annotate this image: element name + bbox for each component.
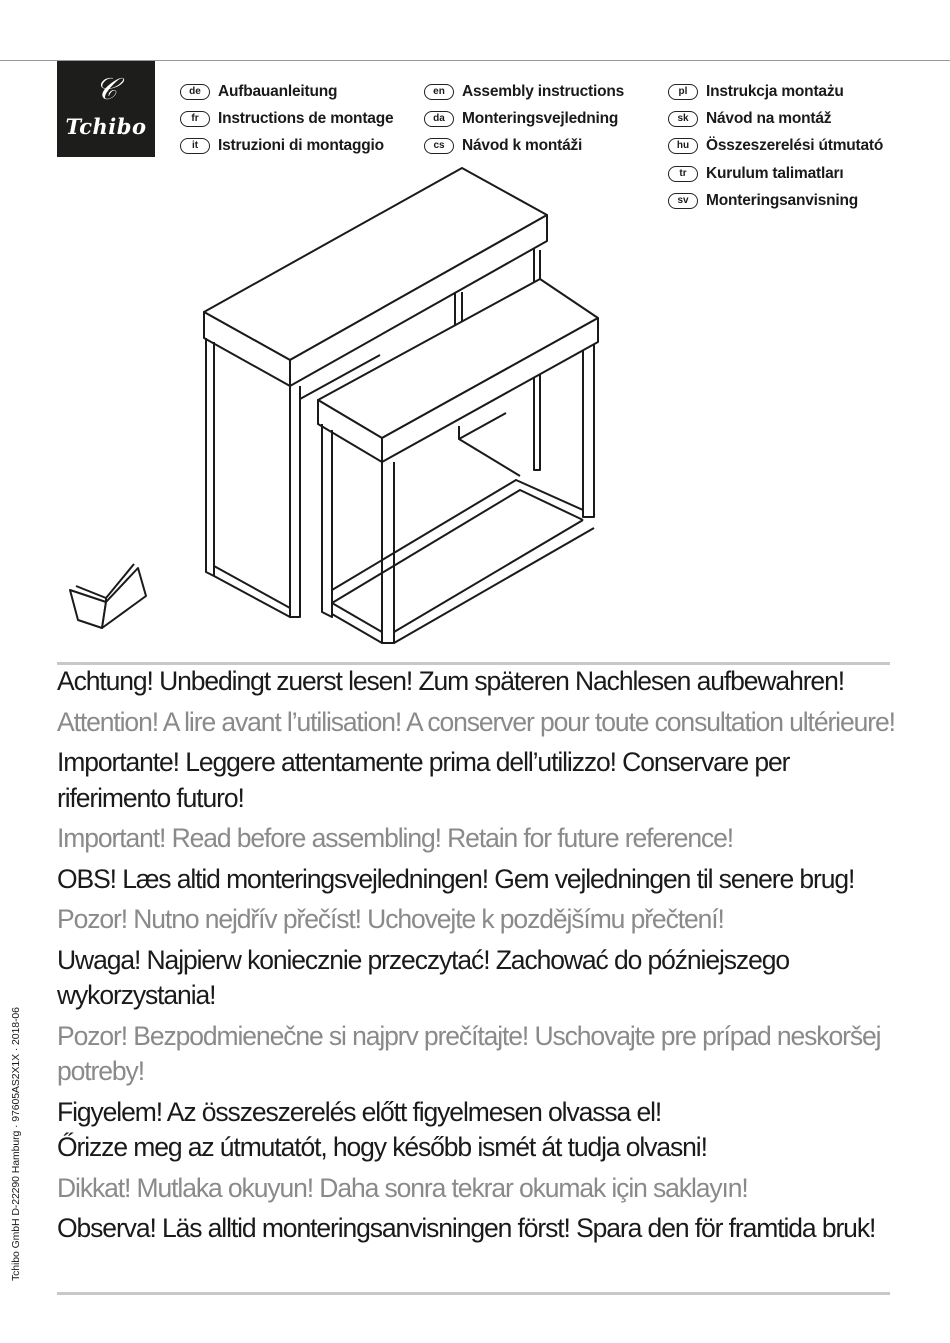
language-row [668,78,883,105]
language-title: Návod k montáži [462,137,583,155]
warning-it: Importante! Leggere attentamente prima dell’utilizzo! Conservare per riferimento futuro! [57,747,790,813]
tchibo-logo-mark: 𝒞 [95,72,117,107]
language-title: Istruzioni di montaggio [218,137,384,155]
language-column-3 [668,78,883,214]
nesting-console-tables-illustration [190,160,610,650]
language-row [668,160,883,187]
language-title: Monteringsvejledning [462,109,619,127]
tchibo-logo [57,61,155,157]
warning-de: Achtung! Unbedingt zuerst lesen! Zum späteren Nachlesen aufbewahren! [57,666,844,696]
safety-warnings [57,664,897,1252]
warning-da: OBS! Læs altid monteringsvejledningen! Gem vejledningen til senere brug! [57,863,855,894]
language-row [424,133,624,160]
divider-bottom [57,1292,890,1295]
language-row [424,78,624,105]
warning-fr: Attention! A lire avant l’utilisation! A conserver pour toute consultation ultérieure! [57,706,895,737]
warning-tr: Dikkat! Mutlaka okuyun! Daha sonra tekrar okumak için saklayın! [57,1172,748,1203]
language-title: Instructions de montage [218,109,394,127]
warning-cs: Pozor! Nutno nejdřív přečíst! Uchovejte k pozdějšímu přečtení! [57,904,724,934]
language-row [424,105,624,132]
language-title: Assembly instructions [462,82,625,100]
language-row [668,133,883,160]
tchibo-logo-name: Tchibo [65,114,147,139]
language-code-badge: tr [668,166,698,182]
warning-en: Important! Read before assembling! Retain for future reference! [57,823,734,853]
language-row [180,133,393,160]
language-column-1 [180,78,393,160]
language-code-badge: hu [668,138,698,154]
language-title: Kurulum talimatları [706,164,844,182]
language-code-badge: sv [668,193,698,209]
language-column-2 [424,78,624,160]
language-title: Aufbauanleitung [218,82,338,100]
warning-sk: Pozor! Bezpodmienečne si najprv prečítajte! Uschovajte pre prípad neskoršej potreby! [57,1020,881,1086]
language-code-badge: it [180,138,210,154]
publisher-footer: Tchibo GmbH D-22290 Hamburg · 97605AS2X1X · 2018-06 [10,1007,22,1281]
language-code-badge: pl [668,84,698,100]
language-code-badge: da [424,111,454,127]
language-title: Monteringsanvisning [706,191,859,209]
language-code-badge: de [180,84,210,100]
language-code-badge: sk [668,111,698,127]
language-code-badge: fr [180,111,210,127]
language-row [668,187,883,214]
language-code-badge: en [424,84,454,100]
open-book-icon [66,560,148,632]
language-row [668,105,883,132]
warning-pl: Uwaga! Najpierw koniecznie przeczytać! Zachować do późniejszego wykorzystania! [57,944,789,1010]
language-title: Összeszerelési útmutató [706,137,884,155]
language-code-badge: cs [424,138,454,154]
language-title: Instrukcja montażu [706,82,844,100]
language-title: Návod na montáž [706,109,832,127]
warning-sv: Observa! Läs alltid monteringsanvisningen först! Spara den för framtida bruk! [57,1213,876,1243]
language-row [180,105,393,132]
warning-hu: Figyelem! Az összeszerelés előtt figyelmesen olvassa el! Őrizze meg az útmutatót, hogy később ismét át tudja olvasni! [57,1096,707,1162]
language-row [180,78,393,105]
